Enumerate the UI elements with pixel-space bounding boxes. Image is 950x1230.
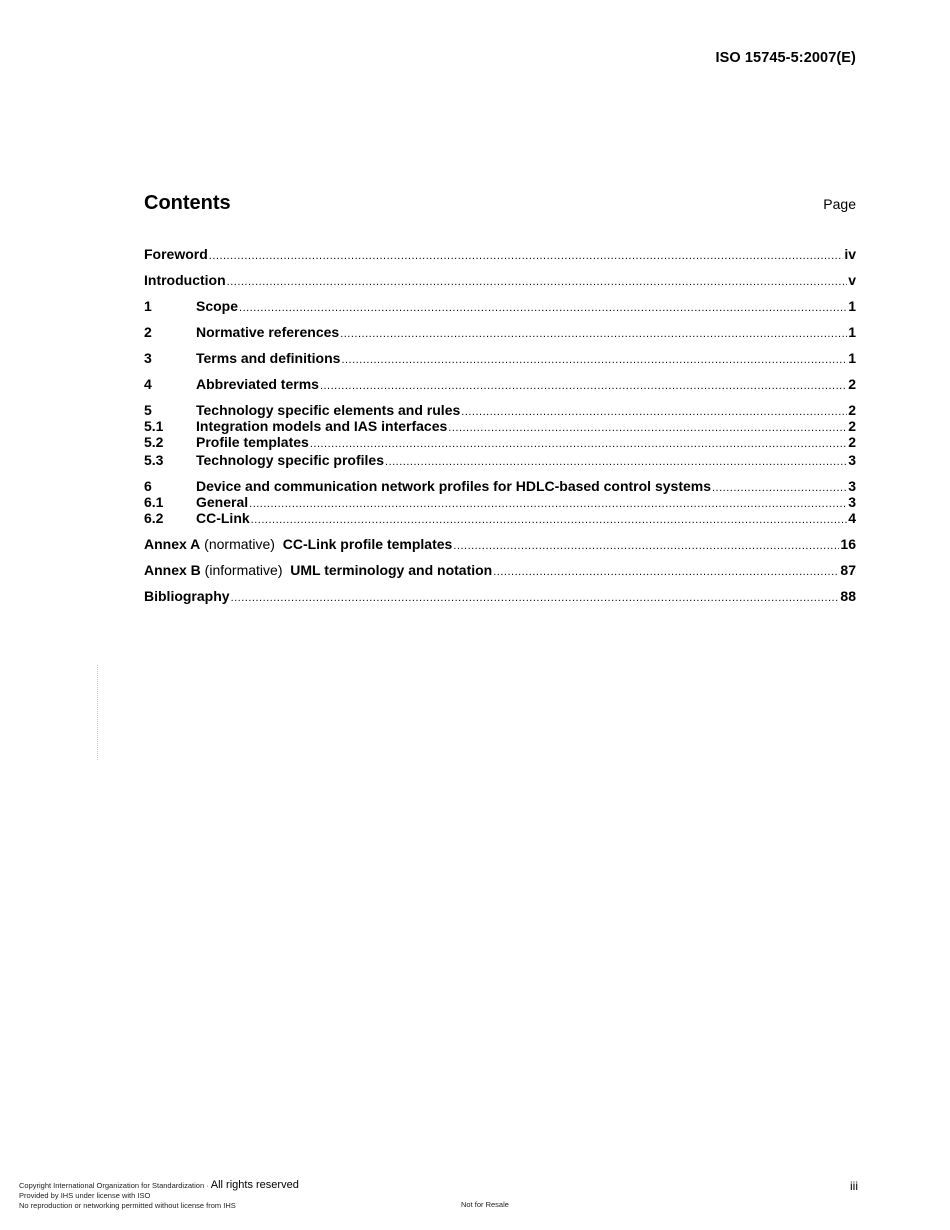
toc-entry-number: 3 xyxy=(144,350,152,366)
toc-entry-number: 5.1 xyxy=(144,418,164,434)
toc-entry-page: 16 xyxy=(840,536,856,552)
toc-leader-dots xyxy=(340,324,847,342)
toc-entry-label: Technology specific elements and rules xyxy=(196,402,461,418)
toc-entry-label: Terms and definitions xyxy=(196,350,341,366)
toc-entry-label: Bibliography xyxy=(144,588,230,604)
toc-entry-number: 5.3 xyxy=(144,452,164,468)
toc-entry-page: 1 xyxy=(848,298,856,314)
document-id: ISO 15745-5:2007(E) xyxy=(715,50,856,66)
toc-entry-normative-references[interactable] xyxy=(144,324,856,340)
toc-entry-page: 88 xyxy=(840,588,856,604)
toc-entry-abbreviated-terms[interactable] xyxy=(144,376,856,392)
toc-leader-dots xyxy=(251,510,848,528)
toc-entry-label xyxy=(144,536,452,552)
footer-not-for-resale: Not for Resale xyxy=(461,1200,509,1209)
toc-entry-page: 3 xyxy=(848,478,856,494)
toc-entry-profile-templates[interactable] xyxy=(144,434,856,450)
annex-title: UML terminology and notation xyxy=(290,562,493,578)
toc-leader-dots xyxy=(320,376,847,394)
toc-entry-terms-definitions[interactable] xyxy=(144,350,856,366)
toc-entry-page: 2 xyxy=(848,402,856,418)
toc-entry-number: 2 xyxy=(144,324,152,340)
toc-entry-number: 6.1 xyxy=(144,494,164,510)
toc-entry-annex-b[interactable] xyxy=(144,562,856,578)
toc-entry-page: 2 xyxy=(848,434,856,450)
annex-type: (informative) xyxy=(200,562,291,578)
annex-id: Annex A xyxy=(144,536,201,552)
toc-leader-dots xyxy=(239,298,847,316)
toc-entry-number: 6.2 xyxy=(144,510,164,526)
toc-entry-general[interactable] xyxy=(144,494,856,510)
page-column-label: Page xyxy=(823,196,856,212)
toc-entry-label: Device and communication network profiles for HDLC-based control systems xyxy=(196,478,711,494)
toc-entry-label: Foreword xyxy=(144,246,208,262)
footer-no-reproduction: No reproduction or networking permitted without license from IHS xyxy=(19,1201,236,1210)
toc-entry-page: 1 xyxy=(848,324,856,340)
toc-entry-label: Introduction xyxy=(144,272,226,288)
toc-entry-page: 2 xyxy=(848,376,856,392)
toc-entry-number: 5.2 xyxy=(144,434,164,450)
annex-id: Annex B xyxy=(144,562,201,578)
toc-entry-page: iv xyxy=(844,246,856,262)
toc-entry-label: Integration models and IAS interfaces xyxy=(196,418,448,434)
toc-header xyxy=(144,192,856,215)
footer-copyright: Copyright International Organization for Standardization xyxy=(19,1181,205,1190)
toc-entry-integration-models[interactable] xyxy=(144,418,856,434)
toc-entry-label: General xyxy=(196,494,249,510)
toc-entry-label: Abbreviated terms xyxy=(196,376,319,392)
toc-entry-foreword[interactable] xyxy=(144,246,856,262)
page-number: iii xyxy=(850,1179,858,1193)
table-of-contents xyxy=(144,246,856,604)
toc-entry-technology-profiles[interactable] xyxy=(144,452,856,468)
toc-entry-technology-elements[interactable] xyxy=(144,402,856,418)
toc-entry-label: Technology specific profiles xyxy=(196,452,385,468)
toc-entry-page: v xyxy=(848,272,856,288)
toc-entry-introduction[interactable] xyxy=(144,272,856,288)
toc-entry-label xyxy=(144,562,492,578)
toc-entry-annex-a[interactable] xyxy=(144,536,856,552)
toc-entry-number: 6 xyxy=(144,478,152,494)
toc-entry-page: 4 xyxy=(848,510,856,526)
toc-entry-number: 1 xyxy=(144,298,152,314)
toc-entry-label: Scope xyxy=(196,298,239,314)
margin-marks xyxy=(97,665,101,760)
footer-provided: Provided by IHS under license with ISO xyxy=(19,1191,151,1200)
toc-entry-page: 87 xyxy=(840,562,856,578)
page-title: Contents xyxy=(144,192,231,214)
toc-entry-number: 4 xyxy=(144,376,152,392)
toc-entry-page: 2 xyxy=(848,418,856,434)
toc-entry-bibliography[interactable] xyxy=(144,588,856,604)
annex-type: (normative) xyxy=(200,536,283,552)
toc-entry-label: Normative references xyxy=(196,324,340,340)
toc-entry-page: 1 xyxy=(848,350,856,366)
toc-leader-dots xyxy=(493,562,839,580)
toc-entry-page: 3 xyxy=(848,494,856,510)
toc-leader-dots xyxy=(385,452,847,470)
toc-entry-label: CC-Link xyxy=(196,510,250,526)
toc-entry-cc-link[interactable] xyxy=(144,510,856,526)
toc-entry-device-network-profiles[interactable] xyxy=(144,478,856,494)
toc-leader-dots xyxy=(453,536,839,554)
toc-entry-scope[interactable] xyxy=(144,298,856,314)
toc-leader-dots xyxy=(209,246,844,264)
toc-entry-page: 3 xyxy=(848,452,856,468)
toc-leader-dots xyxy=(341,350,847,368)
toc-entry-label: Profile templates xyxy=(196,434,309,450)
toc-entry-number: 5 xyxy=(144,402,152,418)
annex-title: CC-Link profile templates xyxy=(282,536,453,552)
toc-leader-dots xyxy=(227,272,848,290)
footer-license: Copyright International Organization for Standardization · All rights reserved Provided by IHS under license with ISO No reproduction or networking permitted without license from IHS xyxy=(19,1179,299,1210)
toc-leader-dots xyxy=(231,588,840,606)
toc-leader-dots xyxy=(310,434,847,452)
footer-rights: All rights reserved xyxy=(210,1179,299,1191)
